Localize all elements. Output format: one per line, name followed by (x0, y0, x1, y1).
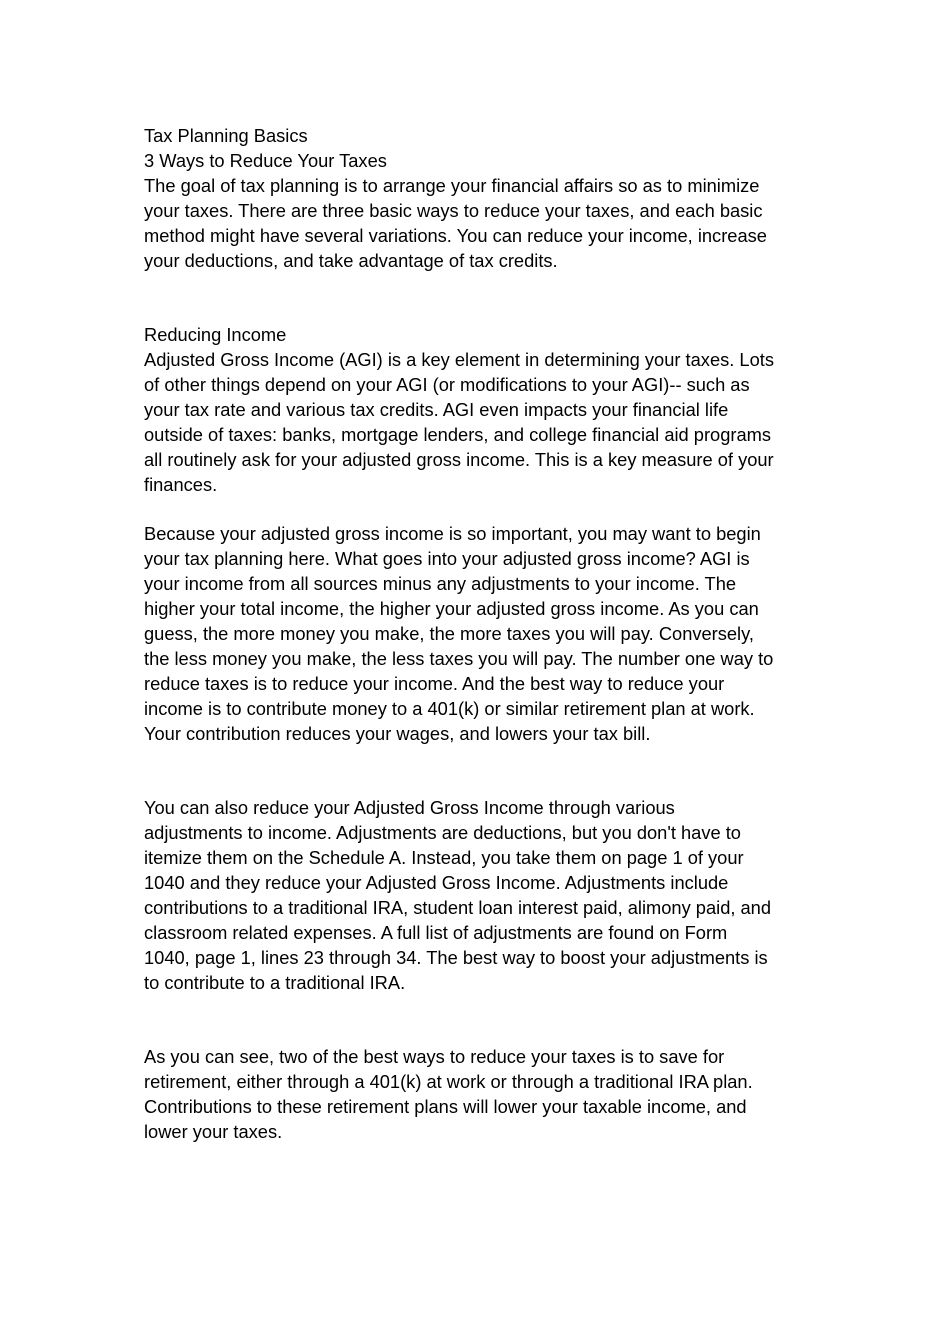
paragraph-adjustments: You can also reduce your Adjusted Gross Income through various adjustments to income. Adjustments are deductions, but you don't have to itemize them on the Schedule A. Instead, you take them on page 1 of your 1040 and they reduce your Adjusted Gross Income. Adjustments include contributions to a traditional IRA, student loan interest paid, alimony paid, and classroom related expenses. A full list of adjustments are found on Form 1040, page 1, lines 23 through 34. The best way to boost your adjustments is to contribute to a traditional IRA. (144, 797, 772, 993)
paragraph-begin-planning: Because your adjusted gross income is so important, you may want to begin your tax planning here. What goes into your adjusted gross income? AGI is your income from all sources minus any adjustments to your income. The higher your total income, the higher your adjusted gross income. As you can guess, the more money you make, the more taxes you will pay. Conversely, the less money you make, the less taxes you will pay. The number one way to reduce taxes is to reduce your income. And the best way to reduce your income is to contribute money to a 401(k) or similar retirement plan at work. Your contribution reduces your wages, and lowers your tax bill. (144, 523, 774, 744)
section-heading: Reducing Income (144, 324, 287, 346)
spacer (144, 498, 824, 523)
paragraph-conclusion: As you can see, two of the best ways to reduce your taxes is to save for retirement, either through a 401(k) at work or through a traditional IRA plan. Contributions to these retirement plans will lower your taxable income, and lower your taxes. (144, 1046, 753, 1143)
spacer (144, 273, 824, 323)
spacer (144, 996, 824, 1046)
paragraph-agi: Adjusted Gross Income (AGI) is a key element in determining your taxes. Lots of other things depend on your AGI (or modifications to your AGI)-- such as your tax rate and various tax credits. AGI even impacts your financial life outside of taxes: banks, mortgage lenders, and college financial aid programs all routinely ask for your adjusted gross income. This is a key measure of your finances. (144, 349, 774, 495)
document-page (144, 124, 824, 1145)
spacer (144, 747, 824, 797)
intro-paragraph: The goal of tax planning is to arrange your financial affairs so as to minimize your taxes. There are three basic ways to reduce your taxes, and each basic method might have several variations. You can reduce your income, increase your deductions, and take advantage of tax credits. (144, 174, 767, 271)
document-title: Tax Planning Basics (144, 125, 308, 146)
document-subtitle: 3 Ways to Reduce Your Taxes (144, 149, 387, 171)
